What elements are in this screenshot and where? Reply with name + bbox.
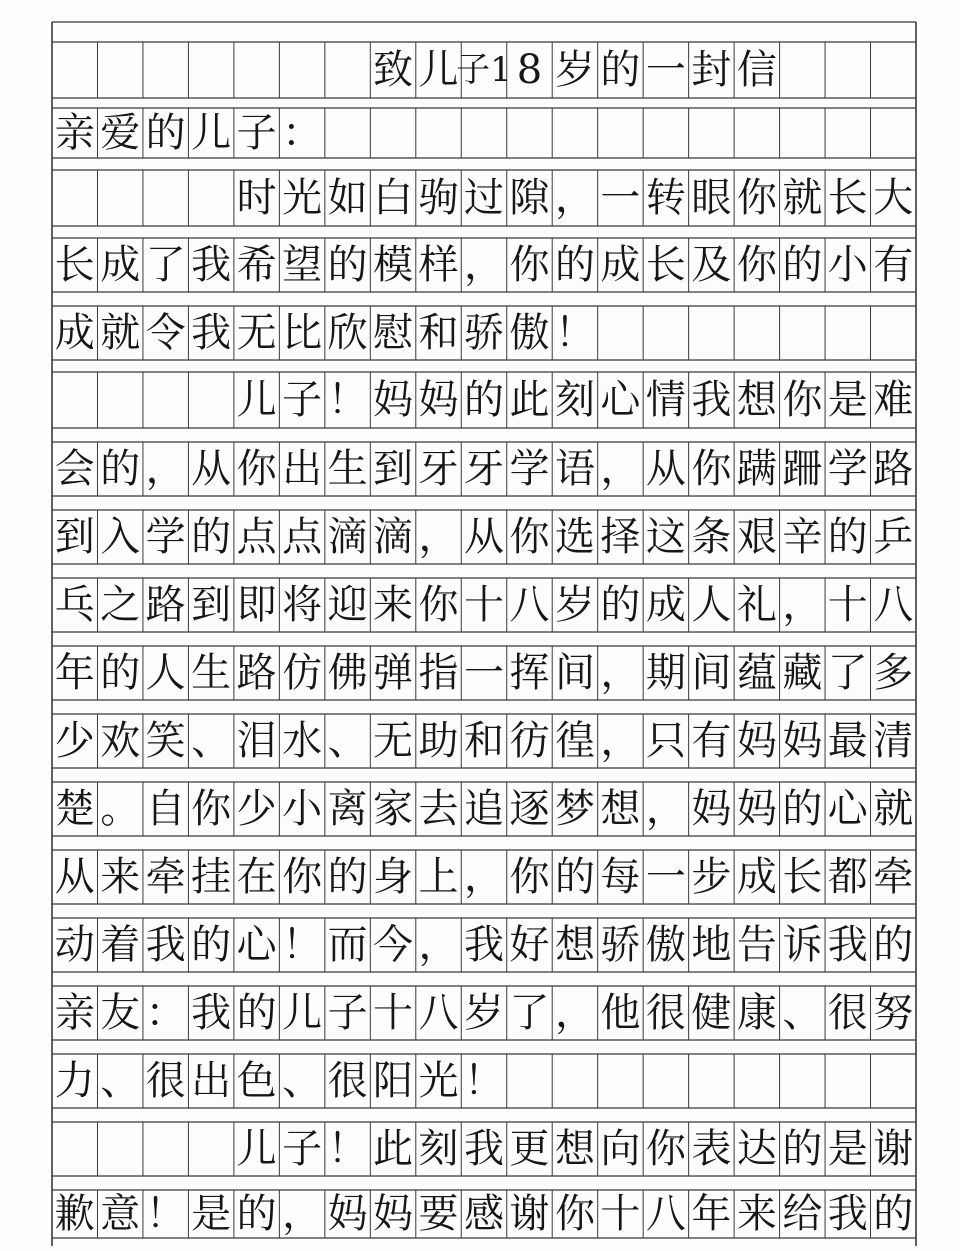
grid-character: 上: [418, 854, 459, 900]
grid-character: 心: [236, 922, 277, 968]
grid-character: 牵: [873, 854, 914, 900]
grid-character: 一: [464, 650, 504, 696]
grid-character: 儿: [236, 1126, 277, 1172]
grid-character: 你: [509, 242, 550, 288]
grid-character: ：: [145, 990, 186, 1036]
grid-character: 地: [691, 922, 732, 968]
grid-character: 路: [873, 446, 914, 492]
grid-character: 迎: [327, 582, 368, 628]
grid-character: 儿: [282, 990, 323, 1036]
grid-character: 彷: [509, 718, 550, 764]
grid-character: 。: [100, 786, 141, 832]
grid-character: ，: [464, 854, 504, 900]
grid-character: 成: [54, 310, 95, 356]
grid-character: 告: [736, 922, 777, 968]
grid-character: 期: [645, 650, 686, 696]
grid-character: 每: [600, 854, 641, 900]
grid-character: 长: [827, 175, 868, 221]
grid-character: ，: [464, 242, 504, 288]
grid-character: 转: [645, 175, 686, 221]
grid-character: 心: [600, 377, 641, 423]
grid-character: 意: [100, 1191, 141, 1237]
grid-character: 点: [282, 514, 323, 560]
grid-character: 长: [54, 242, 95, 288]
grid-character: 了: [509, 990, 550, 1036]
grid-character: 来: [736, 1191, 777, 1237]
grid-character: 儿: [191, 110, 232, 156]
grid-character: 他: [600, 990, 641, 1036]
grid-character: ！: [554, 310, 595, 356]
grid-character: 就: [782, 175, 823, 221]
grid-character: 梦: [554, 786, 595, 832]
grid-character: 艰: [736, 514, 777, 560]
grid-character: 的: [600, 582, 641, 628]
grid-character: 就: [100, 310, 141, 356]
grid-character: 的: [782, 786, 823, 832]
grid-character: 我: [691, 377, 732, 423]
grid-character: 滴: [327, 514, 368, 560]
grid-character: 小: [282, 786, 323, 832]
grid-character: 都: [827, 854, 868, 900]
grid-character: 这: [645, 514, 686, 560]
grid-character: 到: [191, 582, 232, 628]
grid-character: 模: [373, 242, 414, 288]
grid-character: 你: [191, 786, 232, 832]
grid-character: 刻: [554, 377, 595, 423]
grid-character: 想: [554, 1126, 595, 1172]
grid-character: 人: [145, 650, 186, 696]
grid-character: 成: [600, 242, 641, 288]
grid-character: 时: [236, 175, 277, 221]
grid-character: 的: [873, 922, 914, 968]
grid-character: 到: [54, 514, 95, 560]
grid-character: 岁: [554, 582, 595, 628]
grid-character: 条: [691, 514, 732, 560]
grid-character: 感: [464, 1191, 504, 1237]
grid-character: 想: [736, 377, 777, 423]
grid-character: 礼: [736, 582, 777, 628]
grid-character: 亲: [54, 990, 95, 1036]
grid-character: 楚: [54, 786, 95, 832]
grid-character: 慰: [373, 310, 414, 356]
grid-character: 的: [191, 514, 232, 560]
grid-character: 的: [827, 514, 868, 560]
grid-character: 友: [100, 990, 141, 1036]
grid-character: 亲: [54, 110, 95, 156]
grid-character: 最: [827, 718, 868, 764]
grid-character: 隙: [509, 175, 550, 221]
grid-character: 骄: [464, 310, 504, 356]
grid-character: 、: [191, 718, 232, 764]
grid-character: 很: [827, 990, 868, 1036]
grid-character: 到: [373, 446, 414, 492]
grid-character: ，: [782, 582, 823, 628]
grid-character: 样: [418, 242, 459, 288]
grid-character: ，: [554, 175, 595, 221]
grid-character: 傲: [645, 922, 686, 968]
grid-character: 徨: [554, 718, 595, 764]
grid-character: 逐: [509, 786, 550, 832]
grid-character: 我: [191, 242, 232, 288]
grid-character: 人: [691, 582, 732, 628]
grid-character: 会: [54, 446, 95, 492]
grid-character: 八: [645, 1191, 686, 1237]
grid-character: 十: [600, 1191, 641, 1237]
grid-character: 诉: [782, 922, 823, 968]
grid-character: 岁: [554, 47, 595, 93]
grid-character: 子1: [456, 50, 512, 90]
grid-character: 妈: [418, 377, 459, 423]
grid-character: 很: [145, 1058, 186, 1104]
grid-character: 而: [327, 922, 368, 968]
grid-character: 生: [327, 446, 368, 492]
grid-character: 年: [54, 650, 95, 696]
grid-character: 骄: [600, 922, 641, 968]
grid-character: 我: [191, 990, 232, 1036]
grid-character: 儿: [236, 377, 277, 423]
grid-character: 无: [236, 310, 277, 356]
grid-character: 点: [236, 514, 277, 560]
grid-character: 的: [327, 242, 368, 288]
grid-character: 色: [236, 1058, 277, 1104]
grid-character: 要: [418, 1191, 459, 1237]
grid-character: 光: [418, 1058, 459, 1104]
grid-character: 身: [373, 854, 414, 900]
grid-character: 佛: [327, 650, 368, 696]
grid-character: ，: [145, 446, 186, 492]
grid-character: 眼: [691, 175, 732, 221]
grid-character: 儿: [418, 47, 459, 93]
grid-character: 无: [373, 718, 414, 764]
grid-character: 今: [373, 922, 414, 968]
grid-character: 学: [145, 514, 186, 560]
grid-character: 只: [645, 718, 686, 764]
grid-character: 此: [373, 1126, 414, 1172]
grid-character: 追: [464, 786, 504, 832]
grid-character: 向: [600, 1126, 641, 1172]
grid-character: 你: [645, 1126, 686, 1172]
grid-character: 表: [691, 1126, 732, 1172]
grid-character: 的: [100, 650, 141, 696]
grid-character: 阳: [373, 1058, 414, 1104]
grid-character: ！: [145, 1191, 186, 1237]
grid-character: 水: [282, 718, 323, 764]
grid-character: 的: [782, 1126, 823, 1172]
grid-character: 妈: [736, 786, 777, 832]
grid-character: 、: [100, 1058, 141, 1104]
grid-character: 你: [736, 242, 777, 288]
grid-character: 有: [691, 718, 732, 764]
grid-character: 妈: [736, 718, 777, 764]
grid-character: ，: [554, 990, 595, 1036]
grid-character: 自: [145, 786, 186, 832]
grid-character: 刻: [418, 1126, 459, 1172]
grid-character: 此: [509, 377, 550, 423]
grid-character: 少: [236, 786, 277, 832]
grid-character: 8: [516, 47, 543, 93]
grid-character: 出: [282, 446, 323, 492]
grid-character: 挂: [191, 854, 232, 900]
grid-character: 过: [464, 175, 504, 221]
grid-character: 子: [236, 110, 277, 156]
grid-character: 妈: [691, 786, 732, 832]
grid-character: 你: [691, 446, 732, 492]
grid-character: 一: [645, 47, 686, 93]
grid-character: 有: [873, 242, 914, 288]
grid-character: 滴: [373, 514, 414, 560]
grid-character: ，: [600, 446, 641, 492]
grid-character: 的: [236, 1191, 277, 1237]
grid-character: 入: [100, 514, 141, 560]
grid-character: ，: [282, 1191, 323, 1237]
grid-character: 笑: [145, 718, 186, 764]
grid-character: 十: [827, 582, 868, 628]
grid-character: 岁: [464, 990, 504, 1036]
grid-character: 子: [282, 377, 323, 423]
grid-character: 从: [54, 854, 95, 900]
grid-character: 努: [873, 990, 914, 1036]
grid-character: 间: [691, 650, 732, 696]
grid-character: 八: [509, 582, 550, 628]
grid-character: 我: [464, 922, 504, 968]
grid-character: 欣: [327, 310, 368, 356]
grid-character: 在: [236, 854, 277, 900]
grid-character: 你: [509, 514, 550, 560]
grid-character: 驹: [418, 175, 459, 221]
grid-character: ，: [600, 718, 641, 764]
grid-character: 是: [191, 1191, 232, 1237]
grid-character: 想: [554, 922, 595, 968]
grid-character: 多: [873, 650, 914, 696]
grid-character: 泪: [236, 718, 277, 764]
grid-character: 欢: [100, 718, 141, 764]
grid-character: 动: [54, 922, 95, 968]
grid-character: 和: [464, 718, 504, 764]
grid-character: 牵: [145, 854, 186, 900]
grid-character: 去: [418, 786, 459, 832]
grid-character: 家: [373, 786, 414, 832]
grid-character: 是: [827, 1126, 868, 1172]
grid-character: 你: [736, 175, 777, 221]
grid-character: ！: [327, 377, 368, 423]
grid-character: 好: [509, 922, 550, 968]
grid-character: 、: [782, 990, 823, 1036]
grid-character: 傲: [509, 310, 550, 356]
grid-character: 八: [418, 990, 459, 1036]
grid-character: 谢: [873, 1126, 914, 1172]
grid-character: 的: [554, 854, 595, 900]
grid-character: ，: [645, 786, 686, 832]
grid-character: 更: [509, 1126, 550, 1172]
grid-character: 的: [554, 242, 595, 288]
grid-character: 我: [827, 1191, 868, 1237]
grid-character: 你: [236, 446, 277, 492]
grid-character: 的: [873, 1191, 914, 1237]
grid-character: 从: [191, 446, 232, 492]
grid-character: 爱: [100, 110, 141, 156]
grid-character: 的: [100, 446, 141, 492]
grid-character: 想: [600, 786, 641, 832]
grid-character: 步: [691, 854, 732, 900]
grid-character: 仿: [282, 650, 323, 696]
grid-character: 难: [873, 377, 914, 423]
grid-character: 光: [282, 175, 323, 221]
grid-character: 乒: [873, 514, 914, 560]
grid-character: 十: [464, 582, 504, 628]
grid-character: 康: [736, 990, 777, 1036]
grid-character: 望: [282, 242, 323, 288]
grid-character: ！: [464, 1058, 504, 1104]
grid-character: 年: [691, 1191, 732, 1237]
grid-character: 学: [509, 446, 550, 492]
grid-character: 牙: [464, 446, 504, 492]
grid-character: 、: [282, 1058, 323, 1104]
grid-character: 健: [691, 990, 732, 1036]
grid-character: 弹: [373, 650, 414, 696]
grid-character: ，: [418, 514, 459, 560]
grid-character: 令: [145, 310, 186, 356]
grid-character: 跚: [782, 446, 823, 492]
grid-character: 生: [191, 650, 232, 696]
grid-character: 如: [327, 175, 368, 221]
grid-character: 一: [600, 175, 641, 221]
grid-character: 子: [327, 990, 368, 1036]
grid-character: 和: [418, 310, 459, 356]
grid-character: ！: [327, 1126, 368, 1172]
grid-character: 比: [282, 310, 323, 356]
grid-character: 离: [327, 786, 368, 832]
grid-character: 是: [827, 377, 868, 423]
grid-character: 很: [327, 1058, 368, 1104]
grid-character: 希: [236, 242, 277, 288]
grid-character: 我: [145, 922, 186, 968]
grid-character: 来: [100, 854, 141, 900]
grid-character: 你: [782, 377, 823, 423]
grid-character: 来: [373, 582, 414, 628]
grid-character: ！: [282, 922, 323, 968]
grid-character: 即: [236, 582, 277, 628]
grid-character: 谢: [509, 1191, 550, 1237]
grid-character: 辛: [782, 514, 823, 560]
grid-character: 我: [464, 1126, 504, 1172]
grid-character: 大: [873, 175, 914, 221]
grid-character: 的: [191, 922, 232, 968]
grid-character: 之: [100, 582, 141, 628]
grid-character: 学: [827, 446, 868, 492]
grid-character: 我: [191, 310, 232, 356]
grid-character: 成: [100, 242, 141, 288]
grid-character: 间: [554, 650, 595, 696]
grid-character: 的: [464, 377, 504, 423]
grid-character: 指: [418, 650, 459, 696]
grid-character: 将: [282, 582, 323, 628]
grid-character: 八: [873, 582, 914, 628]
grid-character: 长: [645, 242, 686, 288]
grid-character: 蕴: [736, 650, 777, 696]
grid-character: 少: [54, 718, 95, 764]
grid-character: 出: [191, 1058, 232, 1104]
grid-character: 妈: [327, 1191, 368, 1237]
grid-character: 歉: [54, 1191, 95, 1237]
grid-character: 蹒: [736, 446, 777, 492]
grid-character: 心: [827, 786, 868, 832]
grid-character: 长: [782, 854, 823, 900]
grid-character: 子: [282, 1126, 323, 1172]
grid-character: 达: [736, 1126, 777, 1172]
grid-character: 你: [418, 582, 459, 628]
grid-character: ：: [282, 110, 323, 156]
grid-character: 的: [236, 990, 277, 1036]
grid-character: 着: [100, 922, 141, 968]
grid-character: 你: [509, 854, 550, 900]
grid-character: 的: [327, 854, 368, 900]
grid-character: 清: [873, 718, 914, 764]
grid-character: 藏: [782, 650, 823, 696]
grid-character: ，: [600, 650, 641, 696]
grid-character: 妈: [373, 1191, 414, 1237]
grid-character: 了: [145, 242, 186, 288]
grid-character: 的: [600, 47, 641, 93]
grid-character: 从: [645, 446, 686, 492]
grid-character: 、: [327, 718, 368, 764]
grid-character: 力: [54, 1058, 95, 1104]
grid-character: 语: [554, 446, 595, 492]
grid-character: 给: [782, 1191, 823, 1237]
grid-character: 致: [373, 47, 414, 93]
grid-character: 信: [736, 47, 777, 93]
grid-character: 妈: [373, 377, 414, 423]
grid-character: 就: [873, 786, 914, 832]
grid-character: 成: [645, 582, 686, 628]
grid-character: 助: [418, 718, 459, 764]
grid-character: 一: [645, 854, 686, 900]
grid-character: 封: [691, 47, 732, 93]
grid-character: 的: [145, 110, 186, 156]
grid-character: 成: [736, 854, 777, 900]
grid-character: 妈: [782, 718, 823, 764]
grid-character: 很: [645, 990, 686, 1036]
grid-character: 路: [145, 582, 186, 628]
grid-character: 牙: [418, 446, 459, 492]
grid-character: ，: [418, 922, 459, 968]
grid-character: 你: [282, 854, 323, 900]
grid-character: 情: [645, 377, 686, 423]
grid-character: 的: [782, 242, 823, 288]
grid-character: 小: [827, 242, 868, 288]
grid-character: 选: [554, 514, 595, 560]
grid-character: 及: [691, 242, 732, 288]
grid-character: 乓: [54, 582, 95, 628]
grid-character: 十: [373, 990, 414, 1036]
grid-character: 我: [827, 922, 868, 968]
grid-character: 白: [373, 175, 414, 221]
grid-character: 你: [554, 1191, 595, 1237]
grid-character: 从: [464, 514, 504, 560]
grid-character: 路: [236, 650, 277, 696]
grid-character: 择: [600, 514, 641, 560]
grid-character: 了: [827, 650, 868, 696]
grid-character: 挥: [509, 650, 550, 696]
